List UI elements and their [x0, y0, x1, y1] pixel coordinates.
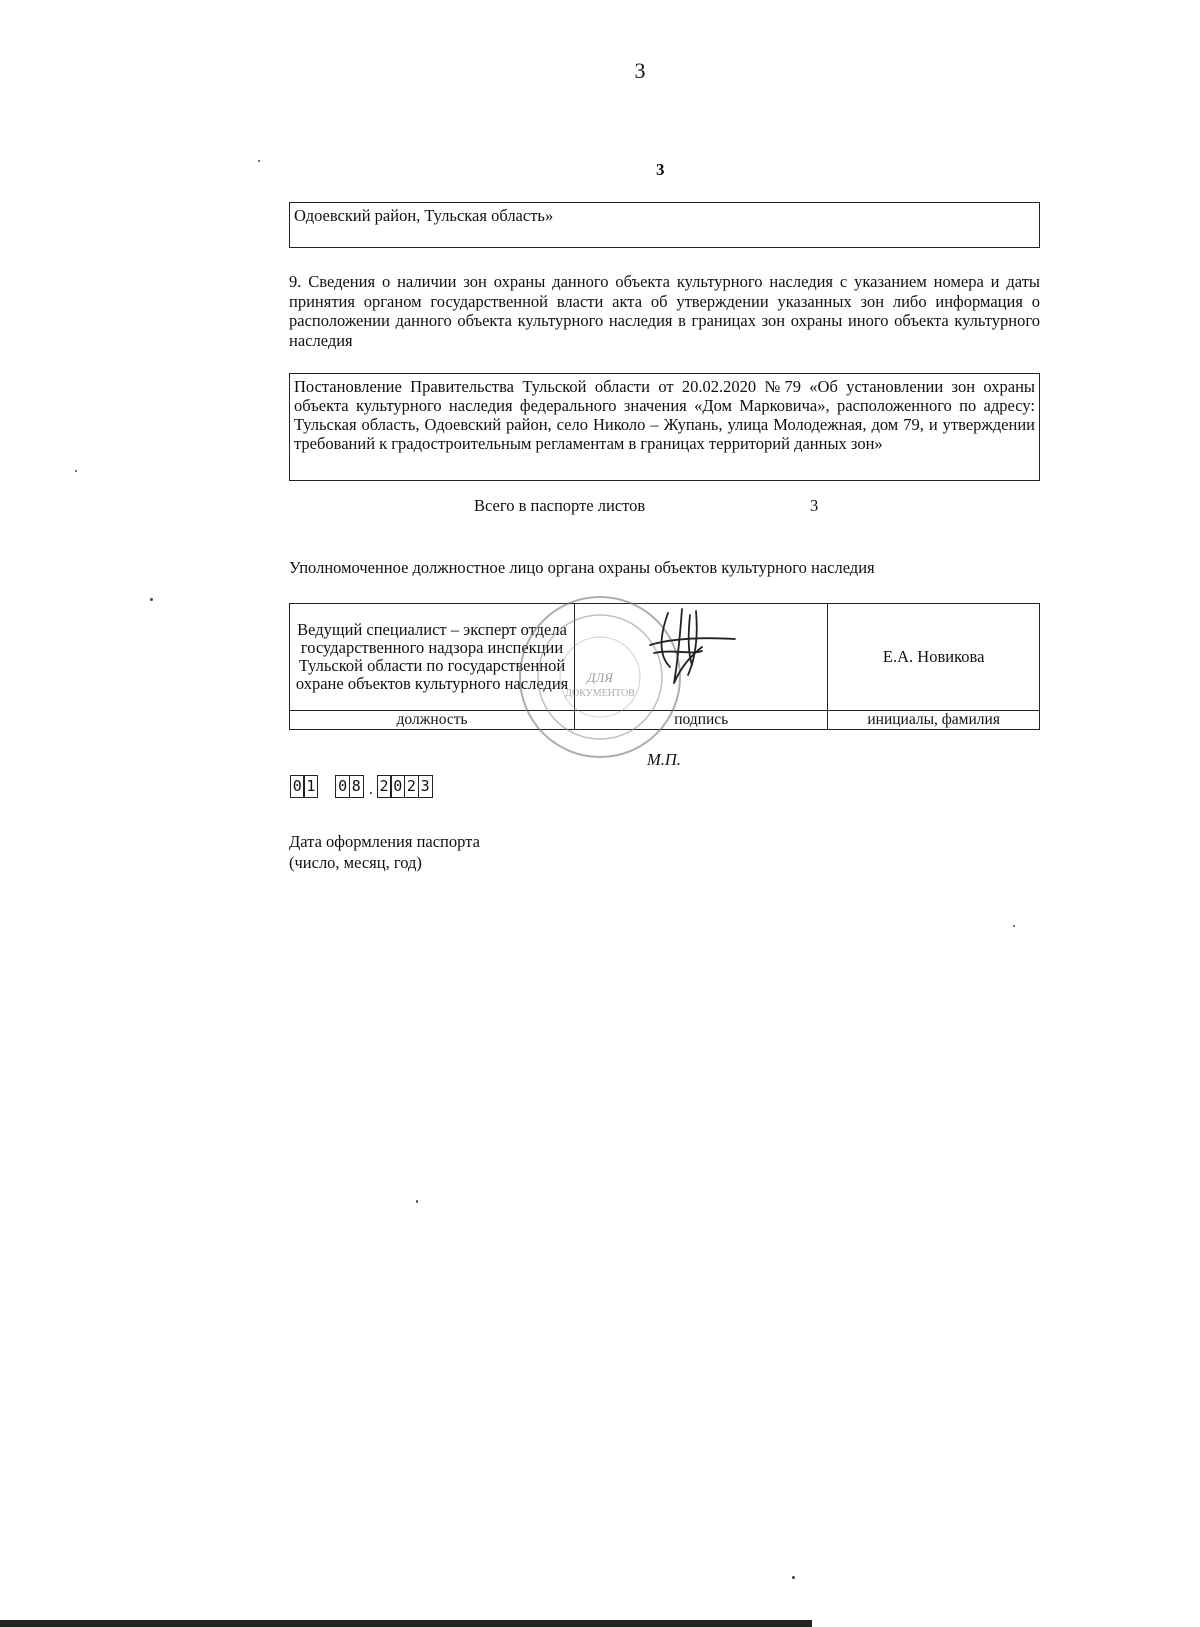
handwritten-signature — [630, 605, 740, 695]
date-separator: . — [368, 781, 373, 798]
scan-edge-bar — [0, 1620, 812, 1627]
date-day-digit: 0 — [290, 775, 305, 798]
svg-text:ДЛЯ: ДЛЯ — [587, 670, 613, 685]
scan-speck — [416, 1200, 418, 1203]
caption-name: инициалы, фамилия — [828, 711, 1040, 730]
date-day-digit: 1 — [303, 775, 318, 798]
date-label — [289, 831, 480, 873]
section-9-answer-box: Постановление Правительства Тульской области от 20.02.2020 №79 «Об установлении зон охраны объекта культурного наследия федерального значения «Дом Марковича», расположенного по адресу: Тульская область, Одоевский район, село Николо – Жупань, улица Молодежная, дом 79, и утверждении требований к градостроительным регламентам в границах территорий данных зон» — [289, 373, 1040, 481]
date-label-line: Дата оформления паспорта — [289, 832, 480, 851]
scan-speck — [150, 598, 153, 601]
caption-position: должность — [290, 711, 575, 730]
total-sheets-label: Всего в паспорте листов — [474, 496, 646, 515]
total-sheets-value: 3 — [810, 496, 819, 515]
scan-speck — [792, 1576, 795, 1579]
mp-label: М.П. — [647, 750, 681, 769]
official-title: Уполномоченное должностное лицо органа охраны объектов культурного наследия — [289, 558, 875, 577]
date-year-digit: 3 — [418, 775, 433, 798]
date-month-digit: 8 — [349, 775, 364, 798]
date-year-digit: 0 — [390, 775, 405, 798]
svg-text:ДОКУМЕНТОВ: ДОКУМЕНТОВ — [565, 688, 635, 699]
date-month-digit: 0 — [335, 775, 350, 798]
position-cell: Ведущий специалист – эксперт отдела государственного надзора инспекции Тульской области по государственной охране объектов культурного наследия — [290, 604, 575, 711]
date-year-digit: 2 — [404, 775, 419, 798]
scan-speck — [1013, 925, 1015, 927]
caption-signature: подпись — [575, 711, 828, 730]
page-number: 3 — [634, 58, 646, 83]
inner-page-number: 3 — [656, 160, 665, 179]
scan-speck — [75, 470, 77, 472]
address-box: Одоевский район, Тульская область» — [289, 202, 1040, 248]
section-9-heading: 9. Сведения о наличии зон охраны данного объекта культурного наследия с указанием номера и даты принятия органом государственной власти акта об утверждении указанных зон либо информация о расположении данного объекта культурного наследия в границах зон охраны иного объекта культурного наследия — [289, 272, 1040, 350]
date-boxes — [291, 775, 433, 798]
name-cell: Е.А. Новикова — [828, 604, 1040, 711]
date-label-line: (число, месяц, год) — [289, 853, 422, 872]
scan-speck — [258, 160, 260, 162]
date-year-digit: 2 — [377, 775, 392, 798]
